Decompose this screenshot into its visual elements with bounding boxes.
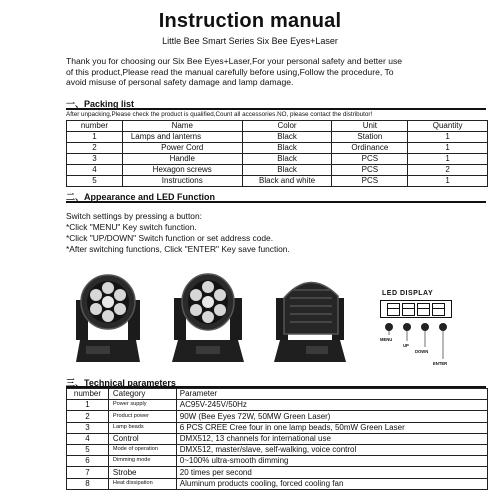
- column-header: Quantity: [408, 121, 488, 132]
- table-row: [67, 456, 488, 467]
- led-digit: [402, 303, 415, 316]
- cell-unit: PCS: [332, 165, 408, 176]
- fixture-photo-back: [266, 268, 358, 368]
- cell-number: 3: [67, 154, 123, 165]
- instruction-line: *Click "MENU" Key switch function.: [66, 222, 197, 232]
- cell-unit: Station: [332, 132, 408, 143]
- table-row: [67, 400, 488, 411]
- packing-list-table: [66, 120, 488, 187]
- cell-quantity: 1: [408, 154, 488, 165]
- cell-quantity: 1: [408, 176, 488, 187]
- instruction-line: Switch settings by pressing a button:: [66, 211, 202, 221]
- led-function-heading: 二、Appearance and LED Function: [66, 192, 216, 202]
- instruction-line: *After switching functions, Click "ENTER" Key save function.: [66, 244, 290, 254]
- intro-line: of this product,Please read the manual carefully before using,Follow the procedure, To: [66, 66, 394, 77]
- fixture-photo-front: [66, 268, 158, 368]
- table-row: [67, 467, 488, 478]
- technical-parameters-table: [66, 388, 488, 490]
- cell-category: Power supply: [108, 400, 176, 411]
- cell-parameter: DMX512, master/slave, self-walking, voice control: [176, 444, 487, 455]
- cell-number: 7: [67, 467, 109, 478]
- cell-number: 1: [67, 400, 109, 411]
- section-divider: [66, 108, 486, 110]
- fixture-photo-angle: [166, 268, 258, 368]
- packing-list-heading: 一、Packing list: [66, 99, 135, 109]
- cell-name: Instructions: [122, 176, 242, 187]
- cell-parameter: DMX512, 13 channels for international use: [176, 433, 487, 444]
- led-digit: [432, 303, 445, 316]
- up-button-label: UP: [403, 343, 409, 348]
- cell-parameter: 20 times per second: [176, 467, 487, 478]
- cell-category: Mode of operation: [108, 444, 176, 455]
- column-header: number: [67, 389, 109, 400]
- table-row: [67, 444, 488, 455]
- cell-category: Control: [108, 433, 176, 444]
- led-instructions: [66, 211, 290, 255]
- cell-color: Black: [242, 132, 332, 143]
- cell-color: Black and white: [242, 176, 332, 187]
- cell-color: Black: [242, 165, 332, 176]
- table-row: [67, 165, 488, 176]
- cell-number: 5: [67, 176, 123, 187]
- table-row: [67, 422, 488, 433]
- led-display: [380, 300, 452, 318]
- cell-number: 4: [67, 433, 109, 444]
- table-row: [67, 132, 488, 143]
- cell-name: Handle: [122, 154, 242, 165]
- down-button[interactable]: [421, 323, 429, 331]
- cell-number: 3: [67, 422, 109, 433]
- cell-number: 2: [67, 411, 109, 422]
- cell-category: Dimming mode: [108, 456, 176, 467]
- menu-button[interactable]: [385, 323, 393, 331]
- cell-number: 4: [67, 165, 123, 176]
- cell-number: 8: [67, 478, 109, 489]
- intro-line: Thank you for choosing our Six Bee Eyes+Laser,For your personal safety and better use: [66, 56, 403, 66]
- cell-parameter: Aluminum products cooling, forced cooling fan: [176, 478, 487, 489]
- cell-quantity: 2: [408, 165, 488, 176]
- cell-parameter: 6 PCS CREE Cree four in one lamp beads, 50mW Green Laser: [176, 422, 487, 433]
- cell-name: Power Cord: [122, 143, 242, 154]
- cell-number: 1: [67, 132, 123, 143]
- table-row: [67, 478, 488, 489]
- table-header-row: [67, 121, 488, 132]
- led-display-title: LED DISPLAY: [382, 290, 434, 297]
- manual-title: Instruction manual: [158, 10, 342, 32]
- table-row: [67, 154, 488, 165]
- cell-quantity: 1: [408, 132, 488, 143]
- column-header: number: [67, 121, 123, 132]
- cell-color: Black: [242, 154, 332, 165]
- enter-button-label: ENTER: [433, 361, 448, 366]
- table-row: [67, 176, 488, 187]
- cell-unit: PCS: [332, 176, 408, 187]
- led-digit: [387, 303, 400, 316]
- intro-line: avoid misuse of personal safety damage and lamp damage.: [66, 77, 294, 88]
- cell-category: Product power: [108, 411, 176, 422]
- cell-unit: PCS: [332, 154, 408, 165]
- manual-subtitle: Little Bee Smart Series Six Bee Eyes+Laser: [162, 36, 338, 46]
- column-header: Unit: [332, 121, 408, 132]
- intro-paragraph: [66, 56, 486, 88]
- up-button[interactable]: [403, 323, 411, 331]
- column-header: Name: [122, 121, 242, 132]
- table-row: [67, 411, 488, 422]
- column-header: Category: [108, 389, 176, 400]
- cell-unit: Ordinance: [332, 143, 408, 154]
- cell-number: 2: [67, 143, 123, 154]
- cell-parameter: 0~100% ultra-smooth dimming: [176, 456, 487, 467]
- button-callout-lines: [383, 331, 463, 365]
- table-row: [67, 143, 488, 154]
- column-header: Parameter: [176, 389, 487, 400]
- cell-parameter: AC95V-245V/50Hz: [176, 400, 487, 411]
- down-button-label: DOWN: [415, 349, 429, 354]
- enter-button[interactable]: [439, 323, 447, 331]
- cell-color: Black: [242, 143, 332, 154]
- led-digit: [417, 303, 430, 316]
- menu-button-label: MENU: [380, 337, 393, 342]
- cell-number: 5: [67, 444, 109, 455]
- cell-category: Heat dissipation: [108, 478, 176, 489]
- column-header: Color: [242, 121, 332, 132]
- cell-category: Lamp beads: [108, 422, 176, 433]
- cell-name: Lamps and lanterns: [122, 132, 242, 143]
- table-row: [67, 433, 488, 444]
- section-divider: [66, 201, 486, 203]
- cell-name: Hexagon screws: [122, 165, 242, 176]
- table-header-row: [67, 389, 488, 400]
- cell-quantity: 1: [408, 143, 488, 154]
- cell-parameter: 90W (Bee Eyes 72W, 50MW Green Laser): [176, 411, 487, 422]
- instruction-line: *Click "UP/DOWN" Switch function or set address code.: [66, 233, 274, 243]
- technical-heading: 三、Technical parameters: [66, 378, 176, 388]
- cell-category: Strobe: [108, 467, 176, 478]
- packing-note: After unpacking,Please check the product is qualified,Count all accessories.NO, please contact the distributor!: [66, 111, 373, 118]
- cell-number: 6: [67, 456, 109, 467]
